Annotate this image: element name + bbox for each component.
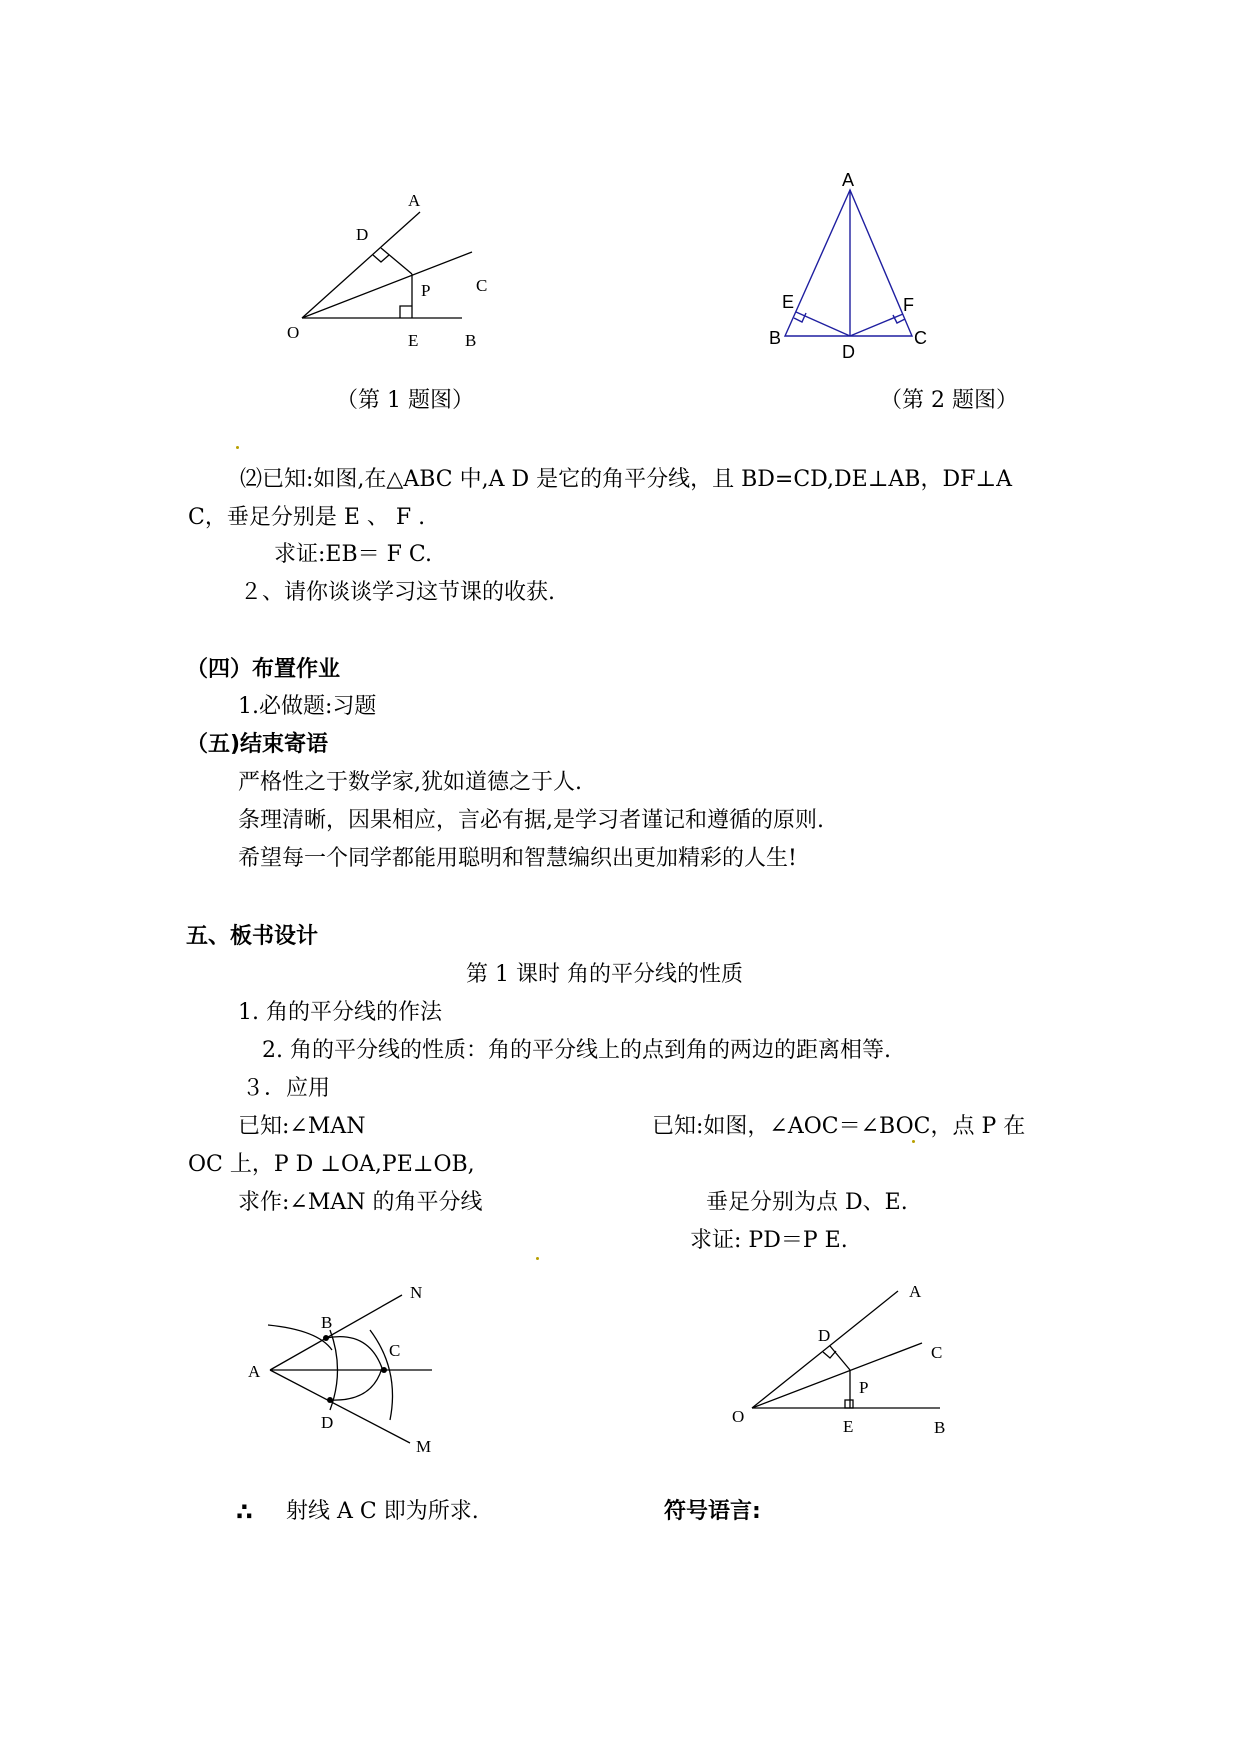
construct-left: 求作:∠MAN 的角平分线 <box>238 1190 483 1215</box>
label-f: F <box>903 295 914 315</box>
segment-pd <box>381 248 412 274</box>
ray-oa <box>302 212 420 318</box>
therefore-symbol: ∴ <box>236 1498 253 1526</box>
label-b: B <box>321 1313 333 1332</box>
board-heading: 五、板书设计 <box>186 924 319 949</box>
stray-dot <box>536 1257 539 1260</box>
stray-dot <box>912 1140 915 1143</box>
given-right: 已知:如图，∠AOC＝∠BOC，点 P 在 <box>652 1114 1026 1139</box>
label-c: C <box>931 1343 943 1362</box>
label-a: A <box>909 1282 922 1301</box>
ray-am <box>270 1370 410 1443</box>
right-angle-mark-f <box>893 315 905 323</box>
closing-line-2: 条理清晰，因果相应，言必有据,是学习者谨记和遵循的原则. <box>238 808 824 833</box>
arc-1 <box>268 1325 332 1350</box>
prove-right: 求证: PD＝P E. <box>690 1228 848 1253</box>
segment-pd <box>830 1346 850 1370</box>
right-angle-mark-e <box>400 306 412 318</box>
board-item-3: ３．应用 <box>242 1076 331 1101</box>
section-4-heading: （四）布置作业 <box>186 657 341 682</box>
label-a: A <box>842 170 855 190</box>
label-n: N <box>410 1283 423 1302</box>
label-d: D <box>818 1326 831 1345</box>
question-2: ２、请你谈谈学习这节课的收获. <box>240 580 555 605</box>
label-e: E <box>408 331 419 350</box>
right-angle-mark-e <box>845 1400 853 1408</box>
given-left: 已知:∠MAN <box>238 1114 366 1139</box>
problem-2-line-1: ⑵已知:如图,在△ABC 中,A D 是它的角平分线，且 BD=CD,DE⊥AB，DF⊥A <box>240 467 1012 492</box>
label-e: E <box>782 292 795 312</box>
label-a: A <box>408 191 421 210</box>
label-c: C <box>914 328 927 348</box>
label-a: A <box>248 1362 261 1381</box>
arc-2 <box>330 1330 338 1410</box>
section-5-heading: （五)结束寄语 <box>186 732 329 757</box>
point-b <box>323 1335 329 1341</box>
feet-right: 垂足分别为点 D、E. <box>706 1190 908 1215</box>
closing-line-3: 希望每一个同学都能用聪明和智慧编织出更加精彩的人生! <box>238 846 797 871</box>
label-b: B <box>465 331 477 350</box>
label-b: B <box>934 1418 946 1437</box>
ray-oa <box>752 1291 898 1408</box>
conclusion: 射线 A C 即为所求. <box>286 1499 479 1524</box>
symbol-language-label: 符号语言: <box>664 1499 761 1524</box>
label-d: D <box>356 225 369 244</box>
ray-oc <box>302 252 472 318</box>
label-b: B <box>769 328 782 348</box>
segment-de <box>796 312 850 336</box>
triangle-abc <box>785 190 912 336</box>
label-c: C <box>476 276 488 295</box>
figure-1-caption: （第 1 题图） <box>336 388 474 413</box>
label-o: O <box>287 323 300 342</box>
ray-oc <box>752 1343 922 1408</box>
stray-dot <box>236 446 239 449</box>
problem-2-line-3: 求证:EB＝ F C. <box>274 542 432 567</box>
ray-an <box>270 1295 402 1370</box>
arc-3 <box>326 1337 382 1401</box>
closing-line-1: 严格性之于数学家,犹如道德之于人. <box>238 770 582 795</box>
label-o: O <box>732 1407 745 1426</box>
figure-2-caption: （第 2 题图） <box>880 388 1018 413</box>
label-p: P <box>421 281 431 300</box>
right-angle-mark-d <box>373 255 389 262</box>
homework-item-1: 1.必做题:习题 <box>238 694 377 719</box>
label-e: E <box>843 1417 854 1436</box>
label-d: D <box>321 1413 334 1432</box>
board-title: 第 1 课时 角的平分线的性质 <box>466 962 743 987</box>
segment-df <box>850 314 903 336</box>
label-c: C <box>389 1341 401 1360</box>
point-c <box>381 1367 387 1373</box>
right-angle-mark-e2 <box>794 313 806 322</box>
label-d: D <box>842 342 855 362</box>
board-item-2: 2. 角的平分线的性质：角的平分线上的点到角的两边的距离相等. <box>262 1038 891 1063</box>
label-m: M <box>416 1437 432 1456</box>
right-angle-mark-d <box>823 1351 836 1358</box>
point-d <box>327 1397 333 1403</box>
given-right-cont: OC 上，P D ⊥OA,PE⊥OB, <box>188 1152 475 1177</box>
arc-4 <box>370 1330 393 1420</box>
board-item-1: 1. 角的平分线的作法 <box>238 1000 442 1025</box>
label-p: P <box>859 1378 869 1397</box>
problem-2-line-2: C，垂足分别是 E 、 F . <box>188 505 426 530</box>
